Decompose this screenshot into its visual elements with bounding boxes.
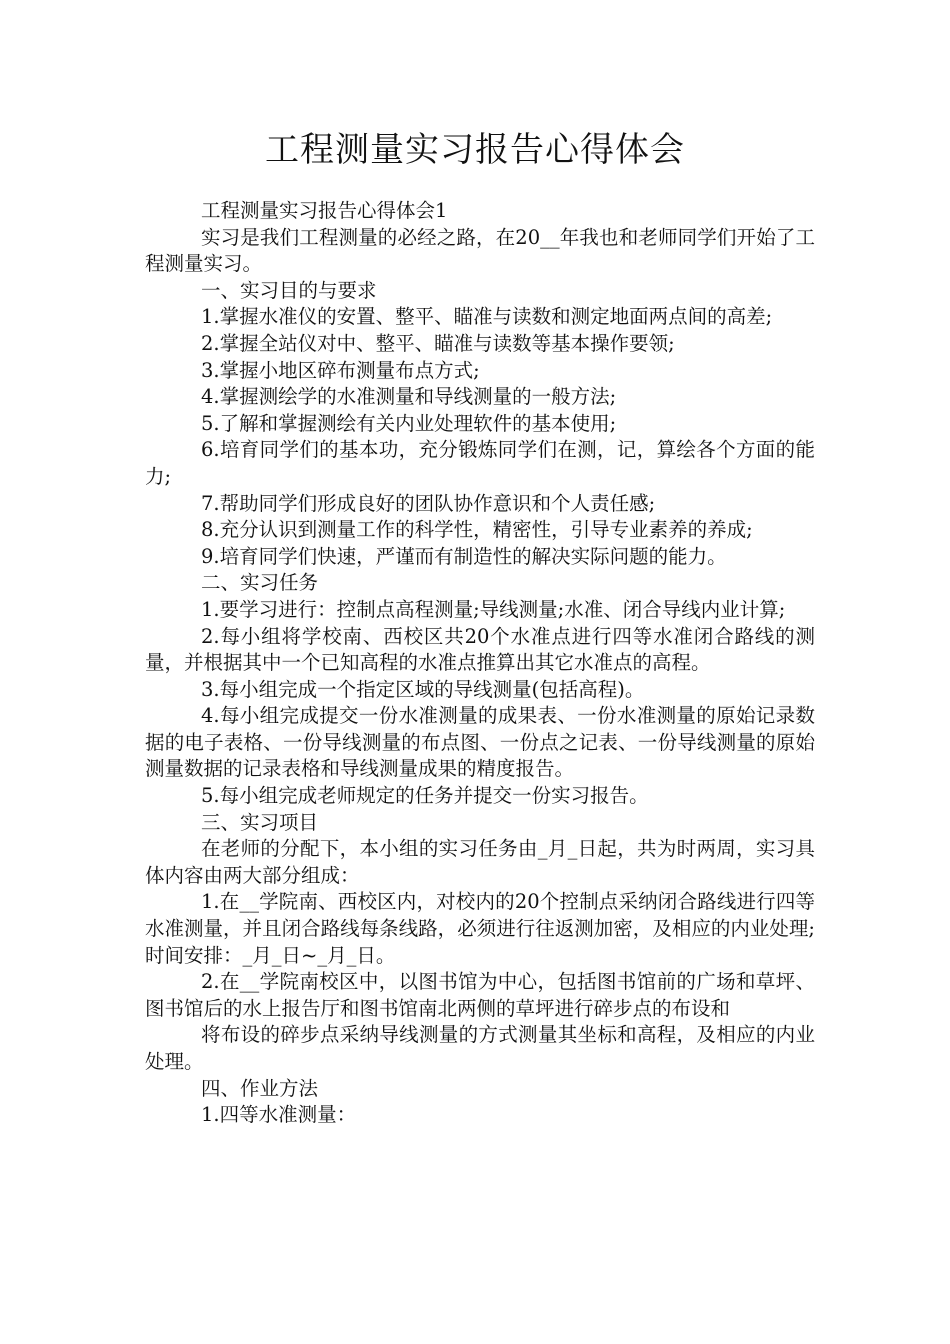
goal-item-2: 2.掌握全站仪对中、整平、瞄准与读数等基本操作要领;: [201, 331, 675, 355]
task-item-5: 5.每小组完成老师规定的任务并提交一份实习报告。: [201, 784, 649, 808]
section-heading-goals: 一、实习目的与要求: [201, 278, 377, 302]
project-item-1: 1.在__学院南、西校区内，对校内的20个控制点采纳闭合路线进行四等水准测量，并且闭合路线每条线路，必须进行往返测加密，及相应的内业处理;时间安排：_月_日~_月_日。: [145, 890, 815, 967]
report-heading: 工程测量实习报告心得体会1: [201, 199, 448, 222]
goal-item-9: 9.培育同学们快速，严谨而有制造性的解决实际问题的能力。: [201, 544, 727, 568]
task-item-3: 3.每小组完成一个指定区域的导线测量(包括高程)。: [201, 677, 645, 701]
goal-item-5: 5.了解和掌握测绘有关内业处理软件的基本使用;: [201, 411, 617, 435]
goal-item-6: 6.培育同学们的基本功，充分锻炼同学们在测，记，算绘各个方面的能力;: [145, 438, 815, 488]
task-item-4: 4.每小组完成提交一份水准测量的成果表、一份水准测量的原始记录数据的电子表格、一份导线测量的布点图、一份点之记表、一份导线测量的原始测量数据的记录表格和导线测量成果的精度报告。: [145, 704, 815, 781]
intro-paragraph: 实习是我们工程测量的必经之路，在20__年我也和老师同学们开始了工程测量实习。: [145, 225, 815, 276]
project-item-2-continued: 将布设的碎步点采纳导线测量的方式测量其坐标和高程，及相应的内业处理。: [145, 1023, 815, 1073]
document-title: 工程测量实习报告心得体会: [265, 130, 685, 170]
section-heading-projects: 三、实习项目: [201, 810, 319, 834]
section-heading-tasks: 二、实习任务: [201, 571, 319, 595]
document-body: [145, 198, 815, 1129]
goal-item-7: 7.帮助同学们形成良好的团队协作意识和个人责任感;: [201, 491, 656, 515]
goal-item-8: 8.充分认识到测量工作的科学性，精密性，引导专业素养的养成;: [201, 518, 753, 542]
goal-item-3: 3.掌握小地区碎布测量布点方式;: [201, 358, 480, 382]
task-item-1: 1.要学习进行：控制点高程测量;导线测量;水准、闭合导线内业计算;: [201, 597, 786, 621]
projects-intro: 在老师的分配下，本小组的实习任务由_月_日起，共为时两周，实习具体内容由两大部分组成：: [145, 837, 815, 887]
section-heading-methods: 四、作业方法: [201, 1076, 319, 1100]
task-item-2: 2.每小组将学校南、西校区共20个水准点进行四等水准闭合路线的测量，并根据其中一个已知高程的水准点推算出其它水准点的高程。: [145, 624, 815, 675]
method-item-1: 1.四等水准测量：: [201, 1103, 357, 1127]
project-item-2: 2.在__学院南校区中，以图书馆为中心，包括图书馆前的广场和草坪、图书馆后的水上报告厅和图书馆南北两侧的草坪进行碎步点的布设和: [145, 970, 815, 1020]
goal-item-1: 1.掌握水准仪的安置、整平、瞄准与读数和测定地面两点间的高差;: [201, 305, 773, 329]
goal-item-4: 4.掌握测绘学的水准测量和导线测量的一般方法;: [201, 385, 617, 409]
